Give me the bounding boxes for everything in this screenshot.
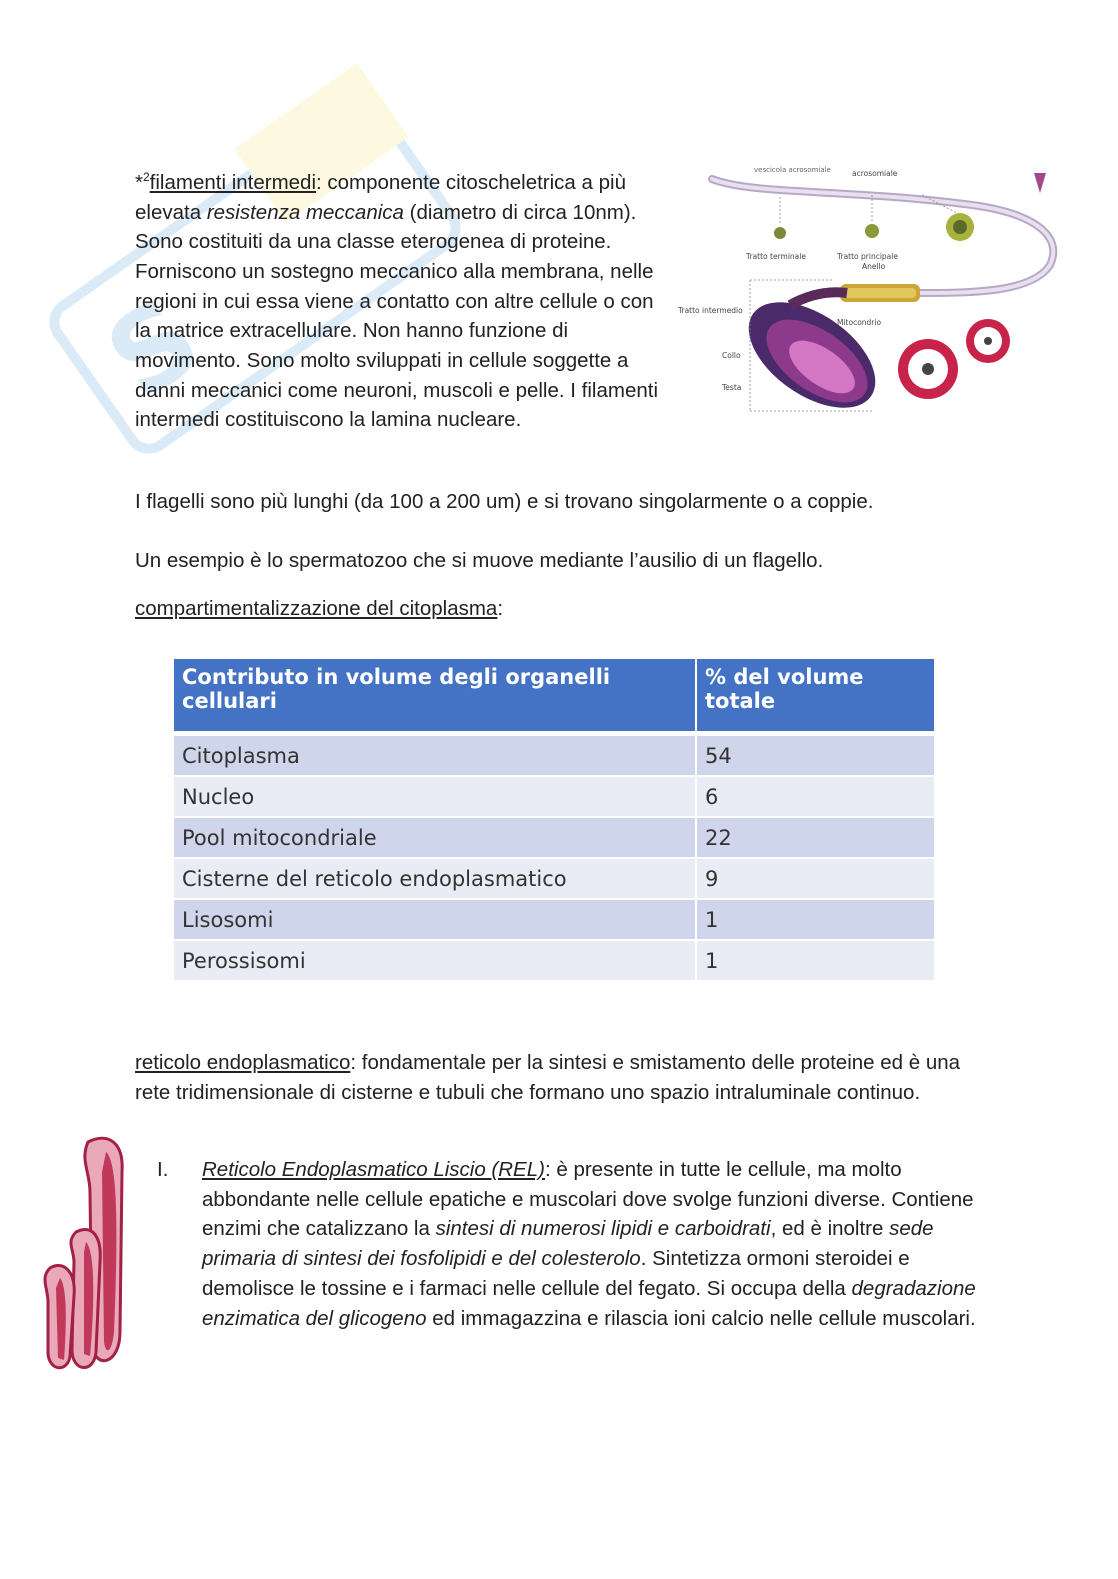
table-cell-name: Perossisomi (174, 941, 695, 980)
table-cell-name: Nucleo (174, 777, 695, 816)
paragraph-reticolo-endoplasmatico: reticolo endoplasmatico: fondamentale per la sintesi e smistamento delle proteine ed è una rete tridimensionale di cisterne e tubuli che formano uno spazio intraluminale continuo. (135, 1051, 961, 1104)
table-cell-name: Lisosomi (174, 900, 695, 939)
paragraph-filamenti-intermedi: *$^2$filamenti intermedi: componente citoscheletrica a più elevata resistenza meccanica (diametro di circa 10nm). Sono costituiti da una classe eterogenea di proteine. Forniscono un sostegno meccanico alla membrana, nelle regioni in cui essa viene a contatto con altre cellule o con la matrice extracellulare. Non hanno funzione di movimento. Sono molto sviluppati in cellule soggette a danni meccanici come neuroni, muscoli e pelle. I filamenti intermedi costituiscono la lamina nucleare. (135, 170, 659, 432)
label-mitocondrio: Mitocondrio (837, 318, 882, 327)
table-row (174, 733, 934, 775)
list-marker: I. (157, 1158, 169, 1181)
table-cell-value: 9 (697, 859, 934, 898)
label-vescicola: vescicola acrosomiale (754, 166, 831, 174)
term-reticolo-endoplasmatico: reticolo endoplasmatico (135, 1051, 351, 1074)
label-tratto-intermedio: Tratto intermedio (678, 306, 743, 315)
paragraph-flagelli: I flagelli sono più lunghi (da 100 a 200 um) e si trovano singolarmente o a coppie. (135, 490, 874, 513)
label-tratto-terminale: Tratto terminale (746, 252, 806, 261)
table-row (174, 941, 934, 980)
table-row (174, 859, 934, 898)
table-cell-name: Citoplasma (174, 733, 695, 775)
table-cell-name: Cisterne del reticolo endoplasmatico (174, 859, 695, 898)
label-tratto-principale: Tratto principale (837, 252, 898, 261)
reticolo-endoplasmatico-illustration (36, 1132, 132, 1377)
table-header-volume: % del volume totale (697, 659, 934, 731)
table-row (174, 777, 934, 816)
label-collo: Collo (722, 351, 741, 360)
table-cell-value: 1 (697, 941, 934, 980)
svg-text:S: S (84, 273, 223, 424)
table-row (174, 818, 934, 857)
table-cell-value: 6 (697, 777, 934, 816)
table-row (174, 900, 934, 939)
paragraph-esempio: Un esempio è lo spermatozoo che si muove mediante l’ausilio di un flagello. (135, 549, 824, 572)
table-header-organello: Contributo in volume degli organelli cellulari (174, 659, 695, 731)
spermatozoon-figure (672, 165, 1064, 417)
table-cell-value: 1 (697, 900, 934, 939)
list-item-rel: Reticolo Endoplasmatico Liscio (REL): è presente in tutte le cellule, ma molto abbondante nelle cellule epatiche e muscolari dove svolge funzioni diverse. Contiene enzimi che catalizzano la sintesi di numerosi lipidi e carboidrati, ed è inoltre sede primaria di sintesi dei fosfolipidi e del colesterolo. Sintetizza ormoni steroidei e demolisce le tossine e i farmaci nelle cellule del fegato. Si occupa della degradazione enzimatica del glicogeno ed immagazzina e rilascia ioni calcio nelle cellule muscolari. (202, 1158, 976, 1330)
table-cell-name: Pool mitocondriale (174, 818, 695, 857)
term-rel: Reticolo Endoplasmatico Liscio (REL) (202, 1158, 545, 1181)
label-acrosomiale: acrosomiale (852, 169, 898, 178)
organelli-volume-table (172, 657, 936, 982)
table-cell-value: 22 (697, 818, 934, 857)
term-filamenti-intermedi: filamenti intermedi (149, 170, 317, 194)
table-cell-value: 54 (697, 733, 934, 775)
heading-compartimentalizzazione: compartimentalizzazione del citoplasma: (135, 597, 504, 620)
label-testa: Testa (722, 383, 742, 392)
label-anello: Anello (862, 262, 886, 271)
